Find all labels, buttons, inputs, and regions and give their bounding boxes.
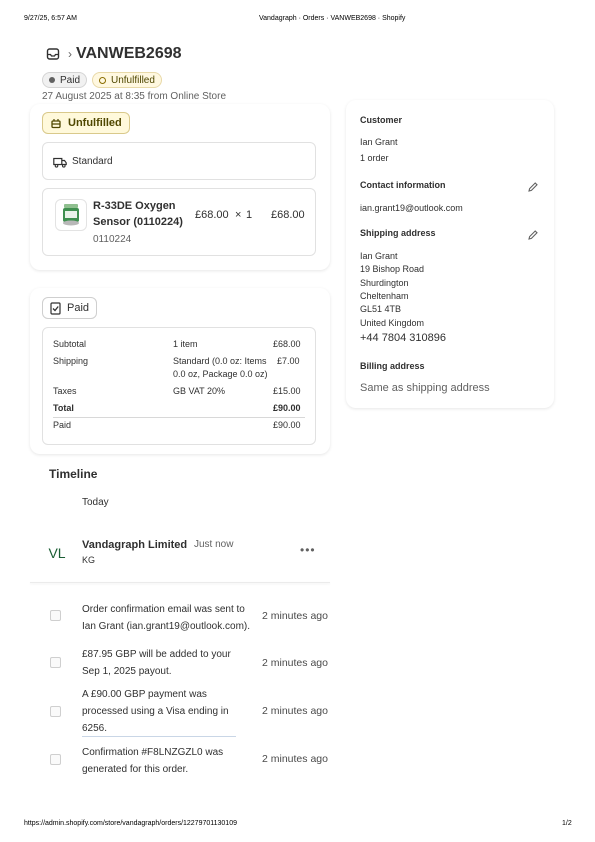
address-line: United Kingdom bbox=[360, 318, 425, 328]
address-line: GL51 4TB bbox=[360, 304, 402, 314]
print-datetime: 9/27/25, 6:57 AM bbox=[24, 15, 77, 22]
billing-address-heading: Billing address bbox=[360, 361, 425, 371]
timeline-event bbox=[82, 646, 252, 680]
timeline-heading: Timeline bbox=[49, 467, 98, 481]
address-line: Shurdington bbox=[360, 278, 409, 288]
subtotal-label: Subtotal bbox=[53, 339, 87, 349]
badge-label: Paid bbox=[60, 74, 81, 86]
product-name-line2[interactable]: Sensor (0110224) bbox=[93, 216, 183, 228]
event-time: 2 minutes ago bbox=[262, 657, 328, 669]
timeline-author: Vandagraph Limited bbox=[82, 539, 188, 551]
delivery-method-label: Standard bbox=[72, 156, 113, 167]
event-text-line: A £90.00 GBP payment was bbox=[82, 689, 207, 700]
event-marker-icon bbox=[50, 706, 61, 717]
shipping-desc-line2: 0.0 oz, Package 0.0 oz) bbox=[173, 369, 268, 379]
page-title-row bbox=[46, 44, 182, 64]
event-time: 2 minutes ago bbox=[262, 753, 328, 765]
timeline-event bbox=[82, 744, 252, 778]
customer-phone[interactable]: +44 7804 310896 bbox=[360, 332, 446, 344]
paid-pill bbox=[42, 297, 97, 319]
event-text-line: Confirmation #F8LNZGZL0 was bbox=[82, 747, 224, 758]
address-line: Ian Grant bbox=[360, 251, 398, 261]
address-line: 19 Bishop Road bbox=[360, 264, 425, 274]
product-times: × bbox=[235, 209, 242, 221]
edit-contact-pencil-icon[interactable] bbox=[527, 180, 539, 198]
product-sku: 0110224 bbox=[93, 234, 132, 245]
package-icon bbox=[50, 117, 62, 129]
event-marker-icon bbox=[50, 754, 61, 765]
customer-order-count[interactable]: 1 order bbox=[360, 153, 389, 163]
event-time: 2 minutes ago bbox=[262, 705, 328, 717]
timeline-day: Today bbox=[82, 497, 109, 508]
customer-heading: Customer bbox=[360, 115, 403, 125]
shipping-address-heading: Shipping address bbox=[360, 228, 436, 238]
event-marker-icon bbox=[50, 610, 61, 621]
timeline-event bbox=[82, 601, 252, 635]
event-underline bbox=[82, 736, 236, 737]
customer-name[interactable]: Ian Grant bbox=[360, 137, 398, 147]
timeline-author-time: Just now bbox=[194, 539, 234, 550]
event-text-line: Sep 1, 2025 payout. bbox=[82, 666, 172, 677]
subtotal-desc: 1 item bbox=[173, 339, 198, 349]
ring-icon bbox=[99, 77, 106, 84]
print-title: Vandagraph · Orders · VANWEB2698 · Shopify bbox=[259, 15, 406, 22]
shipping-amount: £7.00 bbox=[277, 356, 300, 366]
print-url: https://admin.shopify.com/store/vandagraph/orders/12279701130109 bbox=[24, 820, 237, 827]
truck-icon bbox=[53, 155, 67, 173]
event-time: 2 minutes ago bbox=[262, 610, 328, 622]
billing-address-value: Same as shipping address bbox=[360, 382, 490, 394]
address-line: Cheltenham bbox=[360, 291, 409, 301]
contact-heading: Contact information bbox=[360, 180, 446, 190]
orders-inbox-icon[interactable] bbox=[46, 47, 60, 61]
shipping-desc-line1: Standard (0.0 oz: Items bbox=[173, 356, 267, 366]
product-quantity: 1 bbox=[246, 209, 253, 221]
subtotal-amount: £68.00 bbox=[273, 339, 301, 349]
event-text-line: Ian Grant (ian.grant19@outlook.com). bbox=[82, 621, 251, 632]
print-page-number: 1/2 bbox=[562, 820, 572, 827]
timeline-event bbox=[82, 686, 252, 737]
unfulfilled-pill bbox=[42, 112, 130, 134]
taxes-label: Taxes bbox=[53, 386, 77, 396]
edit-shipping-pencil-icon[interactable] bbox=[527, 228, 539, 246]
badge-label: Unfulfilled bbox=[111, 74, 155, 86]
avatar: VL bbox=[48, 545, 66, 561]
payment-status-badge bbox=[42, 72, 87, 88]
oxygen-sensor-image bbox=[56, 200, 86, 230]
total-amount: £90.00 bbox=[273, 403, 301, 413]
product-name-line1[interactable]: R-33DE Oxygen bbox=[93, 200, 176, 212]
event-text-line: 6256. bbox=[82, 723, 108, 734]
product-unit-price: £68.00 bbox=[195, 209, 229, 221]
order-subtitle: 27 August 2025 at 8:35 from Online Store bbox=[42, 91, 227, 102]
pill-label: Paid bbox=[67, 302, 90, 314]
pill-label: Unfulfilled bbox=[68, 117, 122, 129]
timeline-separator bbox=[30, 582, 330, 583]
customer-email[interactable]: ian.grant19@outlook.com bbox=[360, 203, 463, 213]
paid-label: Paid bbox=[53, 420, 72, 430]
receipt-check-icon bbox=[50, 302, 61, 315]
total-label: Total bbox=[53, 403, 74, 413]
breadcrumb-chevron-icon: › bbox=[68, 47, 72, 61]
event-text-line: generated for this order. bbox=[82, 764, 189, 775]
taxes-amount: £15.00 bbox=[273, 386, 301, 396]
more-actions-icon[interactable]: ••• bbox=[300, 543, 316, 557]
payment-divider bbox=[53, 417, 305, 418]
event-text-line: processed using a Visa ending in bbox=[82, 706, 229, 717]
taxes-desc: GB VAT 20% bbox=[173, 386, 226, 396]
paid-amount: £90.00 bbox=[273, 420, 301, 430]
page-title: VANWEB2698 bbox=[76, 45, 182, 62]
product-line-total: £68.00 bbox=[271, 209, 305, 221]
fulfillment-status-badge bbox=[92, 72, 162, 88]
event-text-line: Order confirmation email was sent to bbox=[82, 604, 245, 615]
shipping-label: Shipping bbox=[53, 356, 89, 366]
event-text-line: £87.95 GBP will be added to your bbox=[82, 649, 231, 660]
event-marker-icon bbox=[50, 657, 61, 668]
timeline-initials: KG bbox=[82, 555, 96, 565]
dot-icon bbox=[49, 77, 55, 83]
product-thumbnail[interactable] bbox=[55, 199, 87, 231]
